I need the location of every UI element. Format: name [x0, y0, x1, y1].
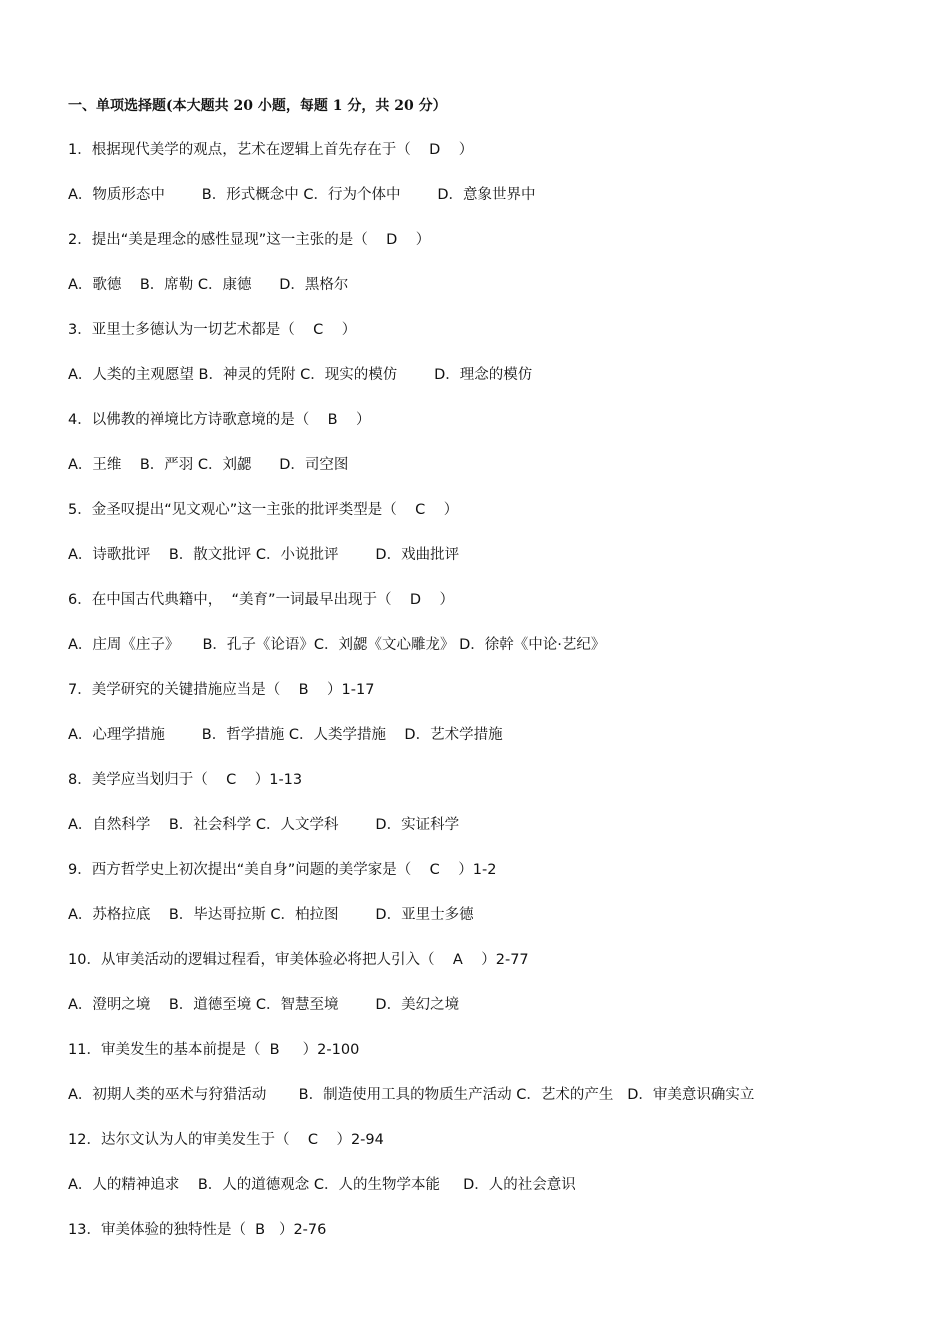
- options-3: A．人类的主观愿望 B．神灵的凭附 C．现实的模仿 D．理念的模仿: [68, 367, 533, 383]
- question-9: 9．西方哲学史上初次提出“美自身”问题的美学家是（ C ）1-2: [68, 862, 497, 878]
- options-4: A．王维 B．严羽 C．刘勰 D．司空图: [68, 457, 349, 473]
- section-heading: 一、单项选择题(本大题共 20 小题，每题 1 分，共 20 分）: [68, 98, 447, 114]
- question-5: 5．金圣叹提出“见文观心”这一主张的批评类型是（ C ）: [68, 502, 459, 518]
- options-12: A．人的精神追求 B．人的道德观念 C．人的生物学本能 D．人的社会意识: [68, 1177, 576, 1193]
- question-7: 7．美学研究的关键措施应当是（ B ）1-17: [68, 682, 375, 698]
- options-2: A．歌德 B．席勒 C．康德 D．黑格尔: [68, 277, 349, 293]
- options-9: A．苏格拉底 B．毕达哥拉斯 C．柏拉图 D．亚里士多德: [68, 907, 474, 923]
- question-1: 1．根据现代美学的观点，艺术在逻辑上首先存在于（ D ）: [68, 142, 474, 158]
- options-7: A．心理学措施 B．哲学措施 C．人类学措施 D．艺术学措施: [68, 727, 503, 743]
- options-8: A．自然科学 B．社会科学 C．人文学科 D．实证科学: [68, 817, 460, 833]
- options-5: A．诗歌批评 B．散文批评 C．小说批评 D．戏曲批评: [68, 547, 460, 563]
- question-10: 10．从审美活动的逻辑过程看，审美体验必将把人引入（ A ）2-77: [68, 952, 529, 968]
- options-10: A．澄明之境 B．道德至境 C．智慧至境 D．美幻之境: [68, 997, 460, 1013]
- question-4: 4．以佛教的禅境比方诗歌意境的是（ B ）: [68, 412, 371, 428]
- question-2: 2．提出“美是理念的感性显现”这一主张的是（ D ）: [68, 232, 431, 248]
- question-list: [68, 139, 928, 1264]
- question-8: 8．美学应当划归于（ C ）1-13: [68, 772, 303, 788]
- question-12: 12．达尔文认为人的审美发生于（ C ）2-94: [68, 1132, 384, 1148]
- options-11: A．初期人类的巫术与狩猎活动 B．制造使用工具的物质生产活动 C．艺术的产生 D．审美意识确实立: [68, 1087, 755, 1103]
- options-1: A．物质形态中 B．形式概念中 C．行为个体中 D．意象世界中: [68, 187, 536, 203]
- question-6: 6．在中国古代典籍中， “美育”一词最早出现于（ D ）: [68, 592, 455, 608]
- question-13: 13．审美体验的独特性是（ B ）2-76: [68, 1222, 327, 1238]
- options-6: A．庄周《庄子》 B．孔子《论语》C．刘勰《文心雕龙》 D．徐幹《中论·艺纪》: [68, 637, 606, 653]
- question-11: 11．审美发生的基本前提是（ B ）2-100: [68, 1042, 360, 1058]
- question-3: 3．亚里士多德认为一切艺术都是（ C ）: [68, 322, 357, 338]
